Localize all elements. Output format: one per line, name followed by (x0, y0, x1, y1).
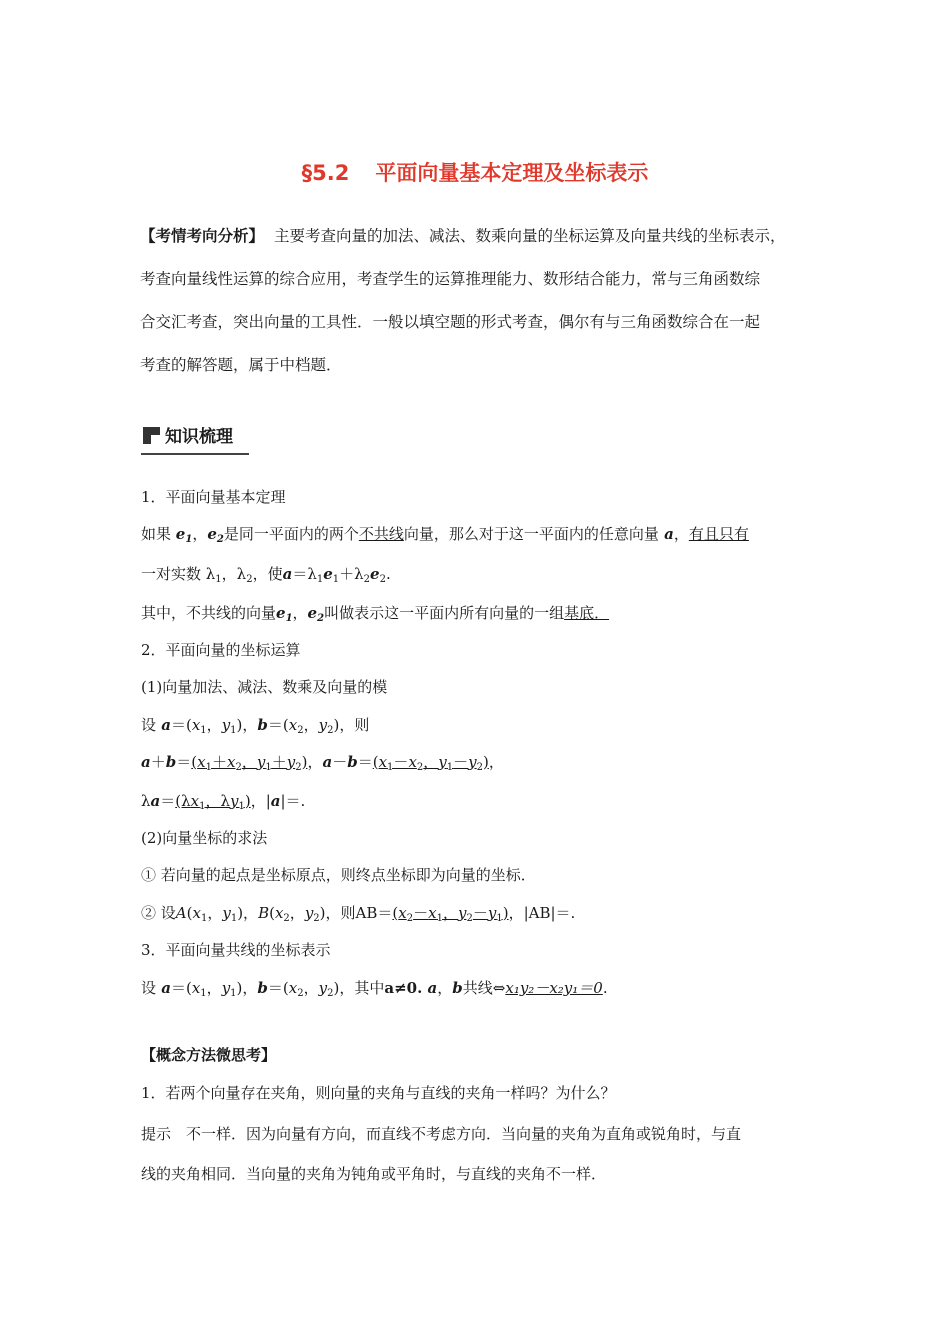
analysis-line: 合交汇考查，突出向量的工具性．一般以填空题的形式考查，偶尔有与三角函数综合在一起 (140, 313, 761, 331)
heading-collinear: 3．平面向量共线的坐标表示 (141, 941, 331, 959)
answer-ab: ($x_2-x_1$，$y_2-y_1$) (392, 904, 509, 924)
answer-collinear: x₁y₂－x₂y₁＝0 (505, 979, 603, 997)
text: 向量，那么对于这一平面内的任意向量 (403, 525, 659, 543)
text: 一对实数 (141, 565, 202, 583)
text: 共线⇔ (462, 979, 506, 997)
hint-line-2: 线的夹角相同．当向量的夹角为钝角或平角时，与直线的夹角不一样． (141, 1165, 607, 1183)
concept-heading: 【概念方法微思考】 (141, 1046, 277, 1064)
heading-coordinate-ops: 2．平面向量的坐标运算 (141, 641, 301, 659)
text: 设 (141, 716, 157, 734)
section-number: §5.2 (301, 161, 350, 185)
answer-noncollinear: 不共线 (358, 525, 404, 543)
analysis-line: 考查向量线性运算的综合应用，考查学生的运算推理能力、数形结合能力，常与三角函数综 (140, 270, 761, 288)
scalar-formula: $\lambda a=(\lambda x_1$，$\lambda y_1$)，|a|＝. (141, 792, 306, 812)
answer-basis: 基底． (564, 604, 610, 622)
text: 设 (141, 979, 157, 997)
page-title (0, 157, 950, 187)
text: ，|AB|＝. (508, 904, 576, 922)
text: ，其中 (339, 979, 385, 997)
case-2: ② 设$A(x_1$，$y_1$)，$B(x_2$，$y_2$)，则$AB=(x_2-x_1$，$y_2-y_1$)，|AB|＝. (141, 904, 576, 924)
title-text: 平面向量基本定理及坐标表示 (375, 161, 649, 185)
text: 是同一平面内的两个 (223, 525, 359, 543)
answer-sum: ($x_1+x_2$，$y_1+y_2$) (191, 753, 308, 773)
section-square-icon (143, 427, 160, 444)
section-label: 知识梳理 (165, 427, 233, 447)
collinear-line: 设 $a=(x_1$，$y_1$)，$b=(x_2$，$y_2$)，其中a≠0. a，b共线⇔x₁y₂－x₂y₁＝0. (141, 979, 608, 999)
theorem-line-2: 一对实数 $\lambda_1$，$\lambda_2$，使$a=\lambda_1e_1+\lambda_2e_2$. (141, 565, 391, 585)
heading-basic-theorem: 1．平面向量基本定理 (141, 488, 286, 506)
question-1: 1．若两个向量存在夹角，则向量的夹角与直线的夹角一样吗？为什么？ (141, 1084, 616, 1102)
answer-diff: ($x_1-x_2$，$y_1-y_2$) (372, 753, 489, 773)
section-underline (141, 453, 249, 455)
case-1: ① 若向量的起点是坐标原点，则终点坐标即为向量的坐标． (141, 866, 536, 884)
text: ，则AB＝ (325, 904, 393, 922)
add-sub-formula: $a+b=(x_1+x_2$，$y_1+y_2$)，$a-b=(x_1-x_2$，$y_1-y_2$)， (141, 753, 504, 773)
analysis-text: 主要考查向量的加法、减法、数乘向量的坐标运算及向量共线的坐标表示， (274, 227, 786, 245)
vector-defs: 设 $a=(x_1$，$y_1$)，$b=(x_2$，$y_2$)，则 (141, 716, 370, 736)
theorem-line-1: 如果 $e_1$，$e_2$是同一平面内的两个不共线向量，那么对于这一平面内的任意向量 a，有且只有 (141, 525, 749, 545)
text: ，则 (339, 716, 370, 734)
section-header (141, 421, 249, 457)
answer-unique: 有且只有 (688, 525, 749, 543)
text: ② 设 (141, 904, 176, 922)
subheading-ops: (1)向量加法、减法、数乘及向量的模 (141, 678, 388, 696)
text: 如果 (141, 525, 172, 543)
basis-line: 其中，不共线的向量$e_1$，$e_2$叫做表示这一平面内所有向量的一组基底． (141, 604, 610, 624)
answer-scalar: ($\lambda x_1$，$\lambda y_1$) (175, 792, 251, 812)
analysis-tag: 【考情考向分析】 (140, 226, 265, 245)
subheading-find: (2)向量坐标的求法 (141, 829, 268, 847)
text: 叫做表示这一平面内所有向量的一组 (324, 604, 565, 622)
text: 其中，不共线的向量 (141, 604, 277, 622)
text: ，使 (252, 565, 283, 583)
text: a≠0. (384, 979, 423, 997)
hint-line-1: 提示 不一样．因为向量有方向，而直线不考虑方向．当向量的夹角为直角或锐角时，与直 (141, 1125, 742, 1143)
analysis-line (140, 224, 830, 267)
analysis-line: 考查的解答题，属于中档题． (140, 356, 342, 374)
analysis-block (140, 224, 830, 396)
